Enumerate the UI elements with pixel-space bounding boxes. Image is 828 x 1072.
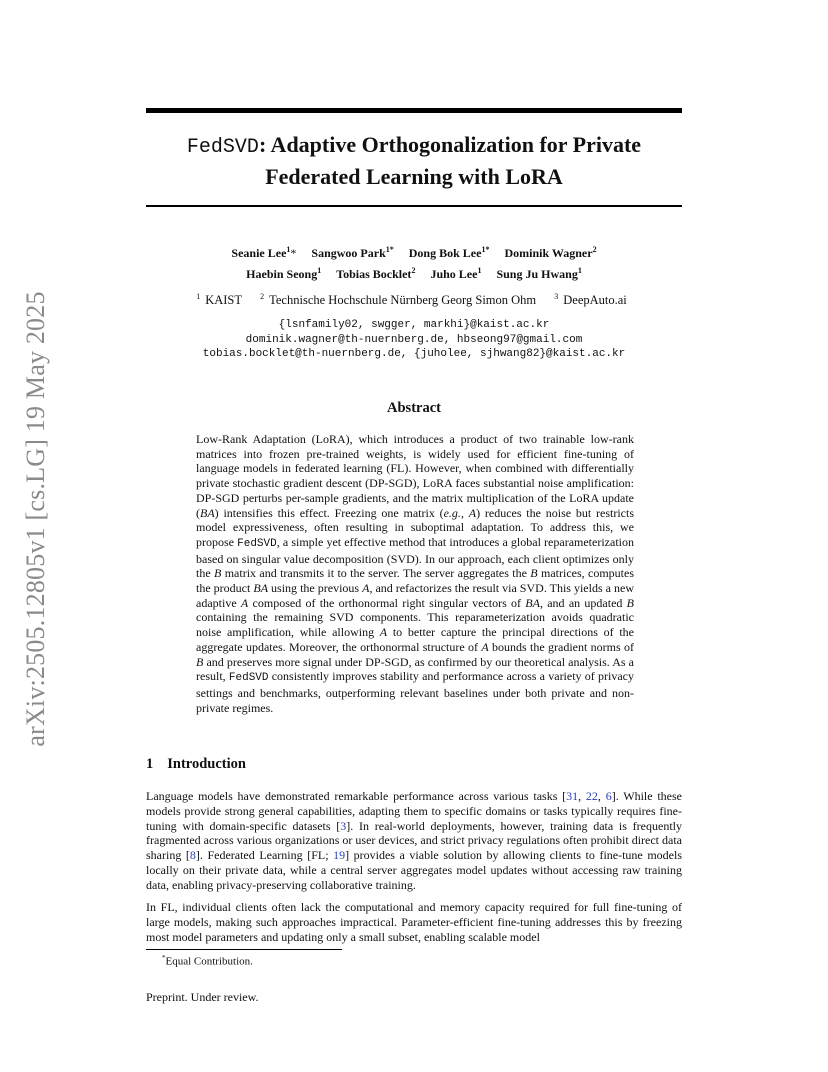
author: Sangwoo Park$^{1*}$ (311, 245, 394, 260)
author: Dong Bok Lee$^{1*}$ (408, 245, 490, 260)
footnote-rule (146, 949, 342, 950)
email-line: {lsnfamily02, swgger, markhi}@kaist.ac.kr (278, 319, 550, 331)
abstract-text: Low-Rank Adaptation (LoRA), which introduces a product of two trainable low-rank matrices into frozen pre-trained weights, is widely used for efficient fine-tuning of language models in federated learning (FL). However, when combined with differentially private stochastic gradient descent (DP-SGD), LoRA faces substantial noise amplification: DP-SGD perturbs per-sample gradients, and the matrix multiplication of the LoRA update (BA) intensifies this effect. Freezing one matrix (e.g., A) reduces the noise but restricts model expressiveness, often resulting in suboptimal adaptation. To address this, we propose FedSVD, a simple yet effective method that introduces a global reparameterization based on singular value decomposition (SVD). In our approach, each client optimizes only the B matrix and transmits it to the server. The server aggregates the B matrices, computes the product BA using the previous A, and refactorizes the result via SVD. This yields a new adaptive A composed of the orthonormal right singular vectors of BA, and an updated B containing the remaining SVD components. This reparameterization avoids quadratic noise amplification, while allowing A to better capture the principal directions of the aggregate updates. Moreover, the orthonormal structure of A bounds the gradient norms of B and preserves more signal under DP-SGD, as confirmed by our theoretical analysis. As a result, FedSVD consistently improves stability and performance across a variety of privacy settings and benchmarks, outperforming relevant baselines under both private and non-private regimes. (196, 432, 635, 715)
affiliations (146, 288, 682, 309)
author: Seanie Lee$^1$* (231, 245, 297, 260)
paper-title (146, 130, 682, 191)
author: Tobias Bocklet$^2$ (336, 266, 416, 281)
preprint-footer: Preprint. Under review. (146, 990, 259, 1004)
affiliation: $^3$ DeepAuto.ai (554, 292, 627, 308)
title-line2: Federated Learning with LoRA (265, 164, 563, 189)
title-bottom-rule (146, 205, 682, 207)
author-row-1 (146, 241, 682, 262)
affiliation: $^1$ KAIST (196, 292, 242, 308)
section-heading-introduction: 1 Introduction (146, 756, 246, 772)
abstract-heading: Abstract (387, 400, 441, 416)
citation-link[interactable]: 22 (585, 789, 598, 803)
author: Sung Ju Hwang$^1$ (496, 266, 582, 281)
title-top-rule (146, 108, 682, 113)
author-list (146, 241, 682, 283)
author: Dominik Wagner$^2$ (504, 245, 597, 260)
author: Juho Lee$^1$ (430, 266, 482, 281)
title-line1: : Adaptive Orthogonalization for Private (258, 132, 642, 157)
citation-link[interactable]: 6 (605, 789, 612, 803)
email-line: dominik.wagner@th-nuernberg.de, hbseong97@gmail.com (245, 333, 583, 346)
citation-link[interactable]: 3 (340, 818, 347, 833)
author-emails (146, 318, 682, 362)
title-method-name: FedSVD (186, 136, 259, 159)
intro-paragraph-1: Language models have demonstrated remarkable performance across various tasks [31, 22, 6]. While these models provide strong general capabilities, adapting them to specific domains or tasks typically requires fine-tuning with domain-specific datasets [3]. In real-world deployments, however, training data is frequently fragmented across various organizations or user devices, and strict privacy regulations often prohibit direct data sharing [8]. Federated Learning [FL; 19] provides a viable solution by allowing clients to fine-tune models locally on their private data, while a central server aggregates model updates without accessing raw training data, enabling privacy-preserving collaborative training. (146, 789, 683, 892)
method-name: FedSVD (237, 537, 277, 550)
footnote: *Equal Contribution. (162, 954, 253, 968)
email-line: tobias.bocklet@th-nuernberg.de, {juholee, sjhwang82}@kaist.ac.kr (202, 348, 626, 360)
intro-paragraph-2: In FL, individual clients often lack the computational and memory capacity required for full fine-tuning of large models, making such approaches impractical. Parameter-efficient fine-tuning addresses this by freezing most model parameters and updating only a small subset, enabling scalable model (146, 900, 682, 944)
affiliation: $^2$ Technische Hochschule Nürnberg Georg Simon Ohm (260, 292, 537, 308)
citation-link[interactable]: 31 (566, 789, 579, 803)
method-name: FedSVD (228, 672, 269, 685)
citation-link[interactable]: 8 (189, 848, 196, 863)
author-row-2 (146, 262, 682, 283)
citation-link[interactable]: 19 (333, 848, 346, 863)
author: Haebin Seong$^1$ (246, 266, 322, 281)
arxiv-identifier-stamp: arXiv:2505.12805v1 [cs.LG] 19 May 2025 (21, 291, 50, 747)
